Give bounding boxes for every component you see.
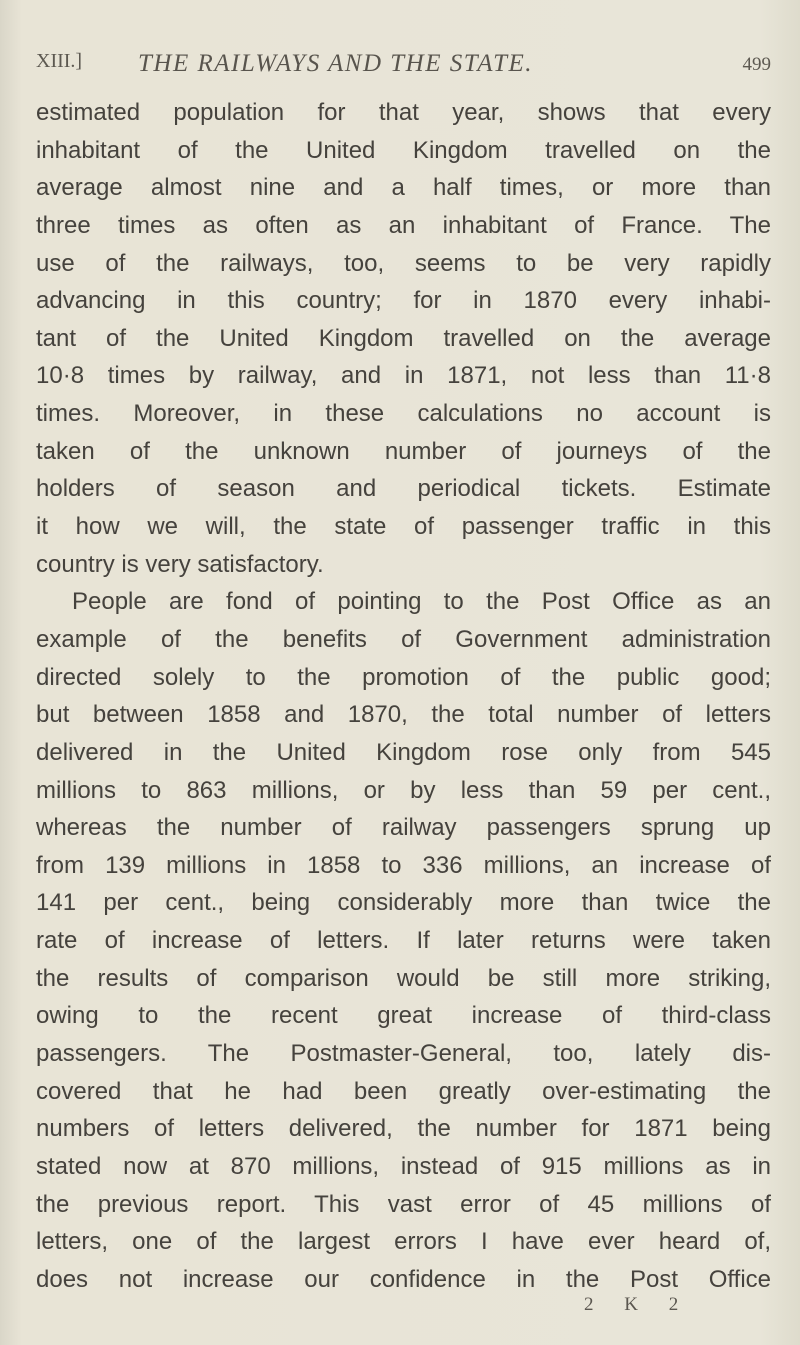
page-number: 499 bbox=[742, 54, 771, 75]
text-line: whereas the number of railway passengers sprung up bbox=[36, 814, 771, 842]
text-line: the results of comparison would be still more striking, bbox=[36, 964, 771, 992]
text-line: use of the railways, too, seems to be very rapidly bbox=[36, 249, 771, 277]
text-line: example of the benefits of Government administration bbox=[36, 625, 771, 653]
paragraph-start-line: People are fond of pointing to the Post Office as an bbox=[72, 588, 771, 616]
chapter-number: XIII.] bbox=[36, 50, 83, 72]
text-line: millions to 863 millions, or by less than 59 per cent., bbox=[36, 776, 771, 804]
text-line: stated now at 870 millions, instead of 915 millions as in bbox=[36, 1152, 771, 1180]
text-line: advancing in this country; for in 1870 every inhabi- bbox=[36, 287, 771, 315]
text-line: 141 per cent., being considerably more than twice the bbox=[36, 889, 771, 917]
text-line: tant of the United Kingdom travelled on the average bbox=[36, 324, 771, 352]
text-line: but between 1858 and 1870, the total number of letters bbox=[36, 701, 771, 729]
signature-mark: 2 K 2 bbox=[584, 1294, 692, 1315]
text-line: does not increase our confidence in the Post Office bbox=[36, 1265, 771, 1293]
body-text bbox=[36, 94, 771, 1299]
text-line: delivered in the United Kingdom rose only from 545 bbox=[36, 738, 771, 766]
text-line: covered that he had been greatly over-estimating the bbox=[36, 1077, 771, 1105]
text-line: holders of season and periodical tickets. Estimate bbox=[36, 475, 771, 503]
text-line: estimated population for that year, shows that every bbox=[36, 99, 771, 126]
text-line: directed solely to the promotion of the public good; bbox=[36, 663, 771, 691]
text-line: passengers. The Postmaster-General, too, lately dis- bbox=[36, 1040, 771, 1068]
text-line: owing to the recent great increase of third-class bbox=[36, 1002, 771, 1030]
text-line: numbers of letters delivered, the number for 1871 being bbox=[36, 1115, 771, 1143]
text-line: letters, one of the largest errors I have ever heard of, bbox=[36, 1228, 771, 1256]
text-line: it how we will, the state of passenger traffic in this bbox=[36, 513, 771, 541]
text-line: times. Moreover, in these calculations no account is bbox=[36, 400, 771, 428]
text-line: rate of increase of letters. If later returns were taken bbox=[36, 927, 771, 955]
running-title: THE RAILWAYS AND THE STATE. bbox=[138, 50, 534, 77]
paragraph-end-line: country is very satisfactory. bbox=[36, 550, 324, 578]
text-line: three times as often as an inhabitant of France. The bbox=[36, 211, 771, 239]
text-line: from 139 millions in 1858 to 336 millions, an increase of bbox=[36, 851, 771, 879]
text-line: inhabitant of the United Kingdom travelled on the bbox=[36, 136, 771, 164]
text-line: the previous report. This vast error of 45 millions of bbox=[36, 1190, 771, 1218]
text-line: taken of the unknown number of journeys of the bbox=[36, 437, 771, 465]
text-line: average almost nine and a half times, or more than bbox=[36, 174, 771, 202]
text-line: 10·8 times by railway, and in 1871, not less than 11·8 bbox=[36, 362, 771, 390]
page-header bbox=[36, 50, 771, 90]
